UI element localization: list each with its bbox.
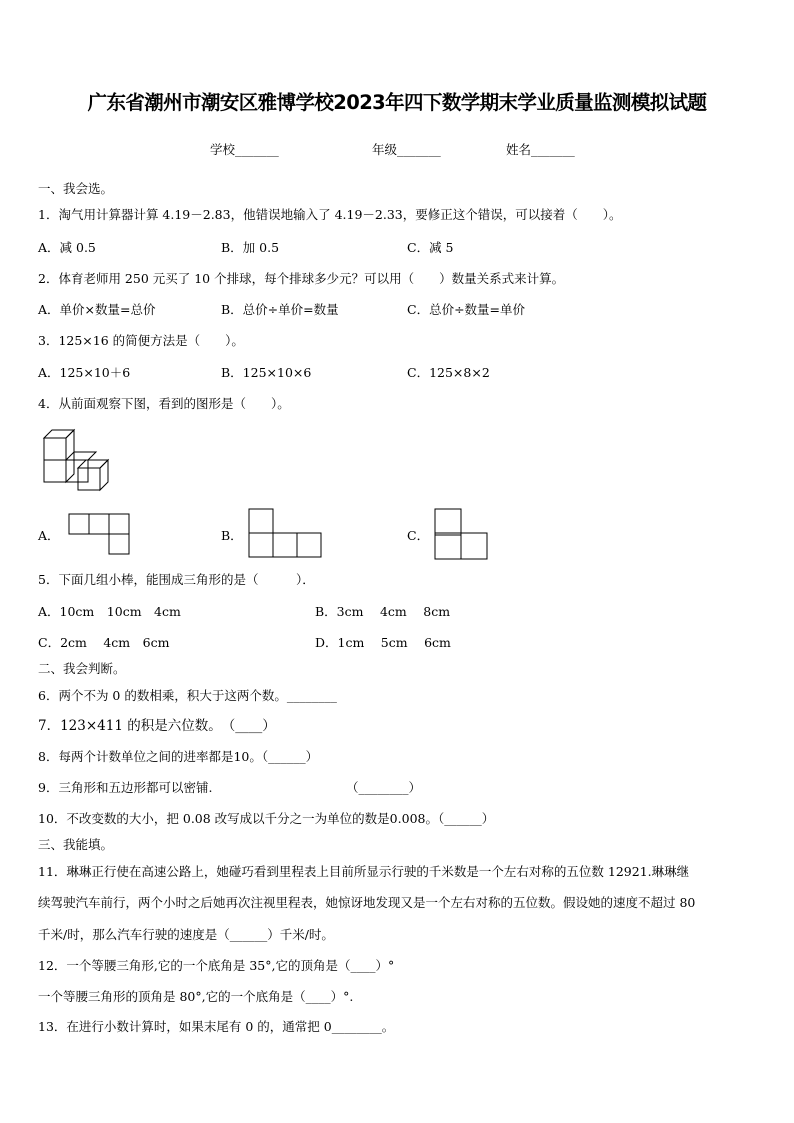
section-heading-judge: 二、我会判断。 bbox=[38, 661, 126, 676]
section-heading-choice: 一、我会选。 bbox=[38, 181, 114, 196]
question-2-option-c: C．总价÷数量=单价 bbox=[407, 302, 526, 317]
question-11-line-3: 千米/时，那么汽车行驶的速度是（______）千米/时。 bbox=[38, 927, 334, 942]
question-5-option-a: A．10cm 10cm 4cm bbox=[38, 604, 181, 619]
question-3-stem: 3．125×16 的简便方法是（ ）。 bbox=[38, 333, 244, 348]
question-2-option-b: B．总价÷单价=数量 bbox=[221, 302, 339, 317]
question-5-stem: 5．下面几组小棒，能围成三角形的是（ ）． bbox=[38, 572, 315, 587]
question-1-option-c: C．减 5 bbox=[407, 240, 454, 255]
question-8: 8．每两个计数单位之间的进率都是10。（______） bbox=[38, 749, 319, 764]
school-field: 学校_______ bbox=[210, 142, 279, 157]
question-5-option-b: B．3cm 4cm 8cm bbox=[315, 604, 451, 619]
question-3-option-a: A．125×10＋6 bbox=[38, 365, 131, 380]
question-11-line-1: 11．琳琳正行使在高速公路上，她碰巧看到里程表上目前所显示行驶的千米数是一个左右对称的五位数 12921.琳琳继 bbox=[38, 864, 690, 879]
question-4-stem: 4．从前面观察下图，看到的图形是（ ）。 bbox=[38, 396, 290, 411]
question-5-option-d: D．1cm 5cm 6cm bbox=[315, 635, 451, 650]
question-1-option-b: B．加 0.5 bbox=[221, 240, 280, 255]
question-4-option-c-label: C． bbox=[407, 528, 430, 543]
question-1-stem: 1．淘气用计算器计算 4.19－2.83，他错误地输入了 4.19－2.33，要修正这个错误，可以接着（ ）。 bbox=[38, 207, 622, 222]
option-b-shape bbox=[248, 507, 324, 559]
question-7: 7．123×411 的积是六位数。 （____） bbox=[38, 718, 276, 734]
option-c-shape bbox=[434, 507, 490, 561]
page-title: 广东省潮州市潮安区雅博学校2023年四下数学期末学业质量监测模拟试题 bbox=[87, 91, 707, 114]
name-field: 姓名_______ bbox=[506, 142, 575, 157]
question-4-option-a-label: A． bbox=[38, 528, 60, 543]
question-9: 9．三角形和五边形都可以密铺. bbox=[38, 780, 213, 795]
question-11-line-2: 续驾驶汽车前行，两个小时之后她再次注视里程表，她惊讶地发现又是一个左右对称的五位数。假设她的速度不超过 80 bbox=[38, 895, 696, 910]
question-6: 6．两个不为 0 的数相乘，积大于这两个数。________ bbox=[38, 688, 337, 703]
question-10: 10．不改变数的大小，把 0.08 改写成以千分之一为单位的数是0.008。（______） bbox=[38, 811, 495, 826]
question-4-option-b-label: B． bbox=[221, 528, 243, 543]
question-2-option-a: A．单价×数量=总价 bbox=[38, 302, 156, 317]
section-heading-fill: 三、我能填。 bbox=[38, 837, 114, 852]
question-3-option-b: B．125×10×6 bbox=[221, 365, 312, 380]
grade-field: 年级_______ bbox=[372, 142, 441, 157]
question-3-option-c: C．125×8×2 bbox=[407, 365, 490, 380]
question-2-stem: 2．体育老师用 250 元买了 10 个排球，每个排球多少元？可以用（ ）数量关系式来计算。 bbox=[38, 271, 565, 286]
question-9-blank: （________） bbox=[346, 780, 422, 795]
option-a-shape bbox=[68, 512, 134, 558]
question-1-option-a: A．减 0.5 bbox=[38, 240, 96, 255]
question-12-line-2: 一个等腰三角形的顶角是 80°,它的一个底角是（____）°. bbox=[38, 989, 354, 1004]
question-12-line-1: 12．一个等腰三角形,它的一个底角是 35°,它的顶角是（____）° bbox=[38, 958, 395, 973]
cube-stack-figure bbox=[42, 428, 122, 492]
question-13: 13．在进行小数计算时，如果末尾有 0 的，通常把 0________。 bbox=[38, 1019, 395, 1034]
question-5-option-c: C．2cm 4cm 6cm bbox=[38, 635, 170, 650]
